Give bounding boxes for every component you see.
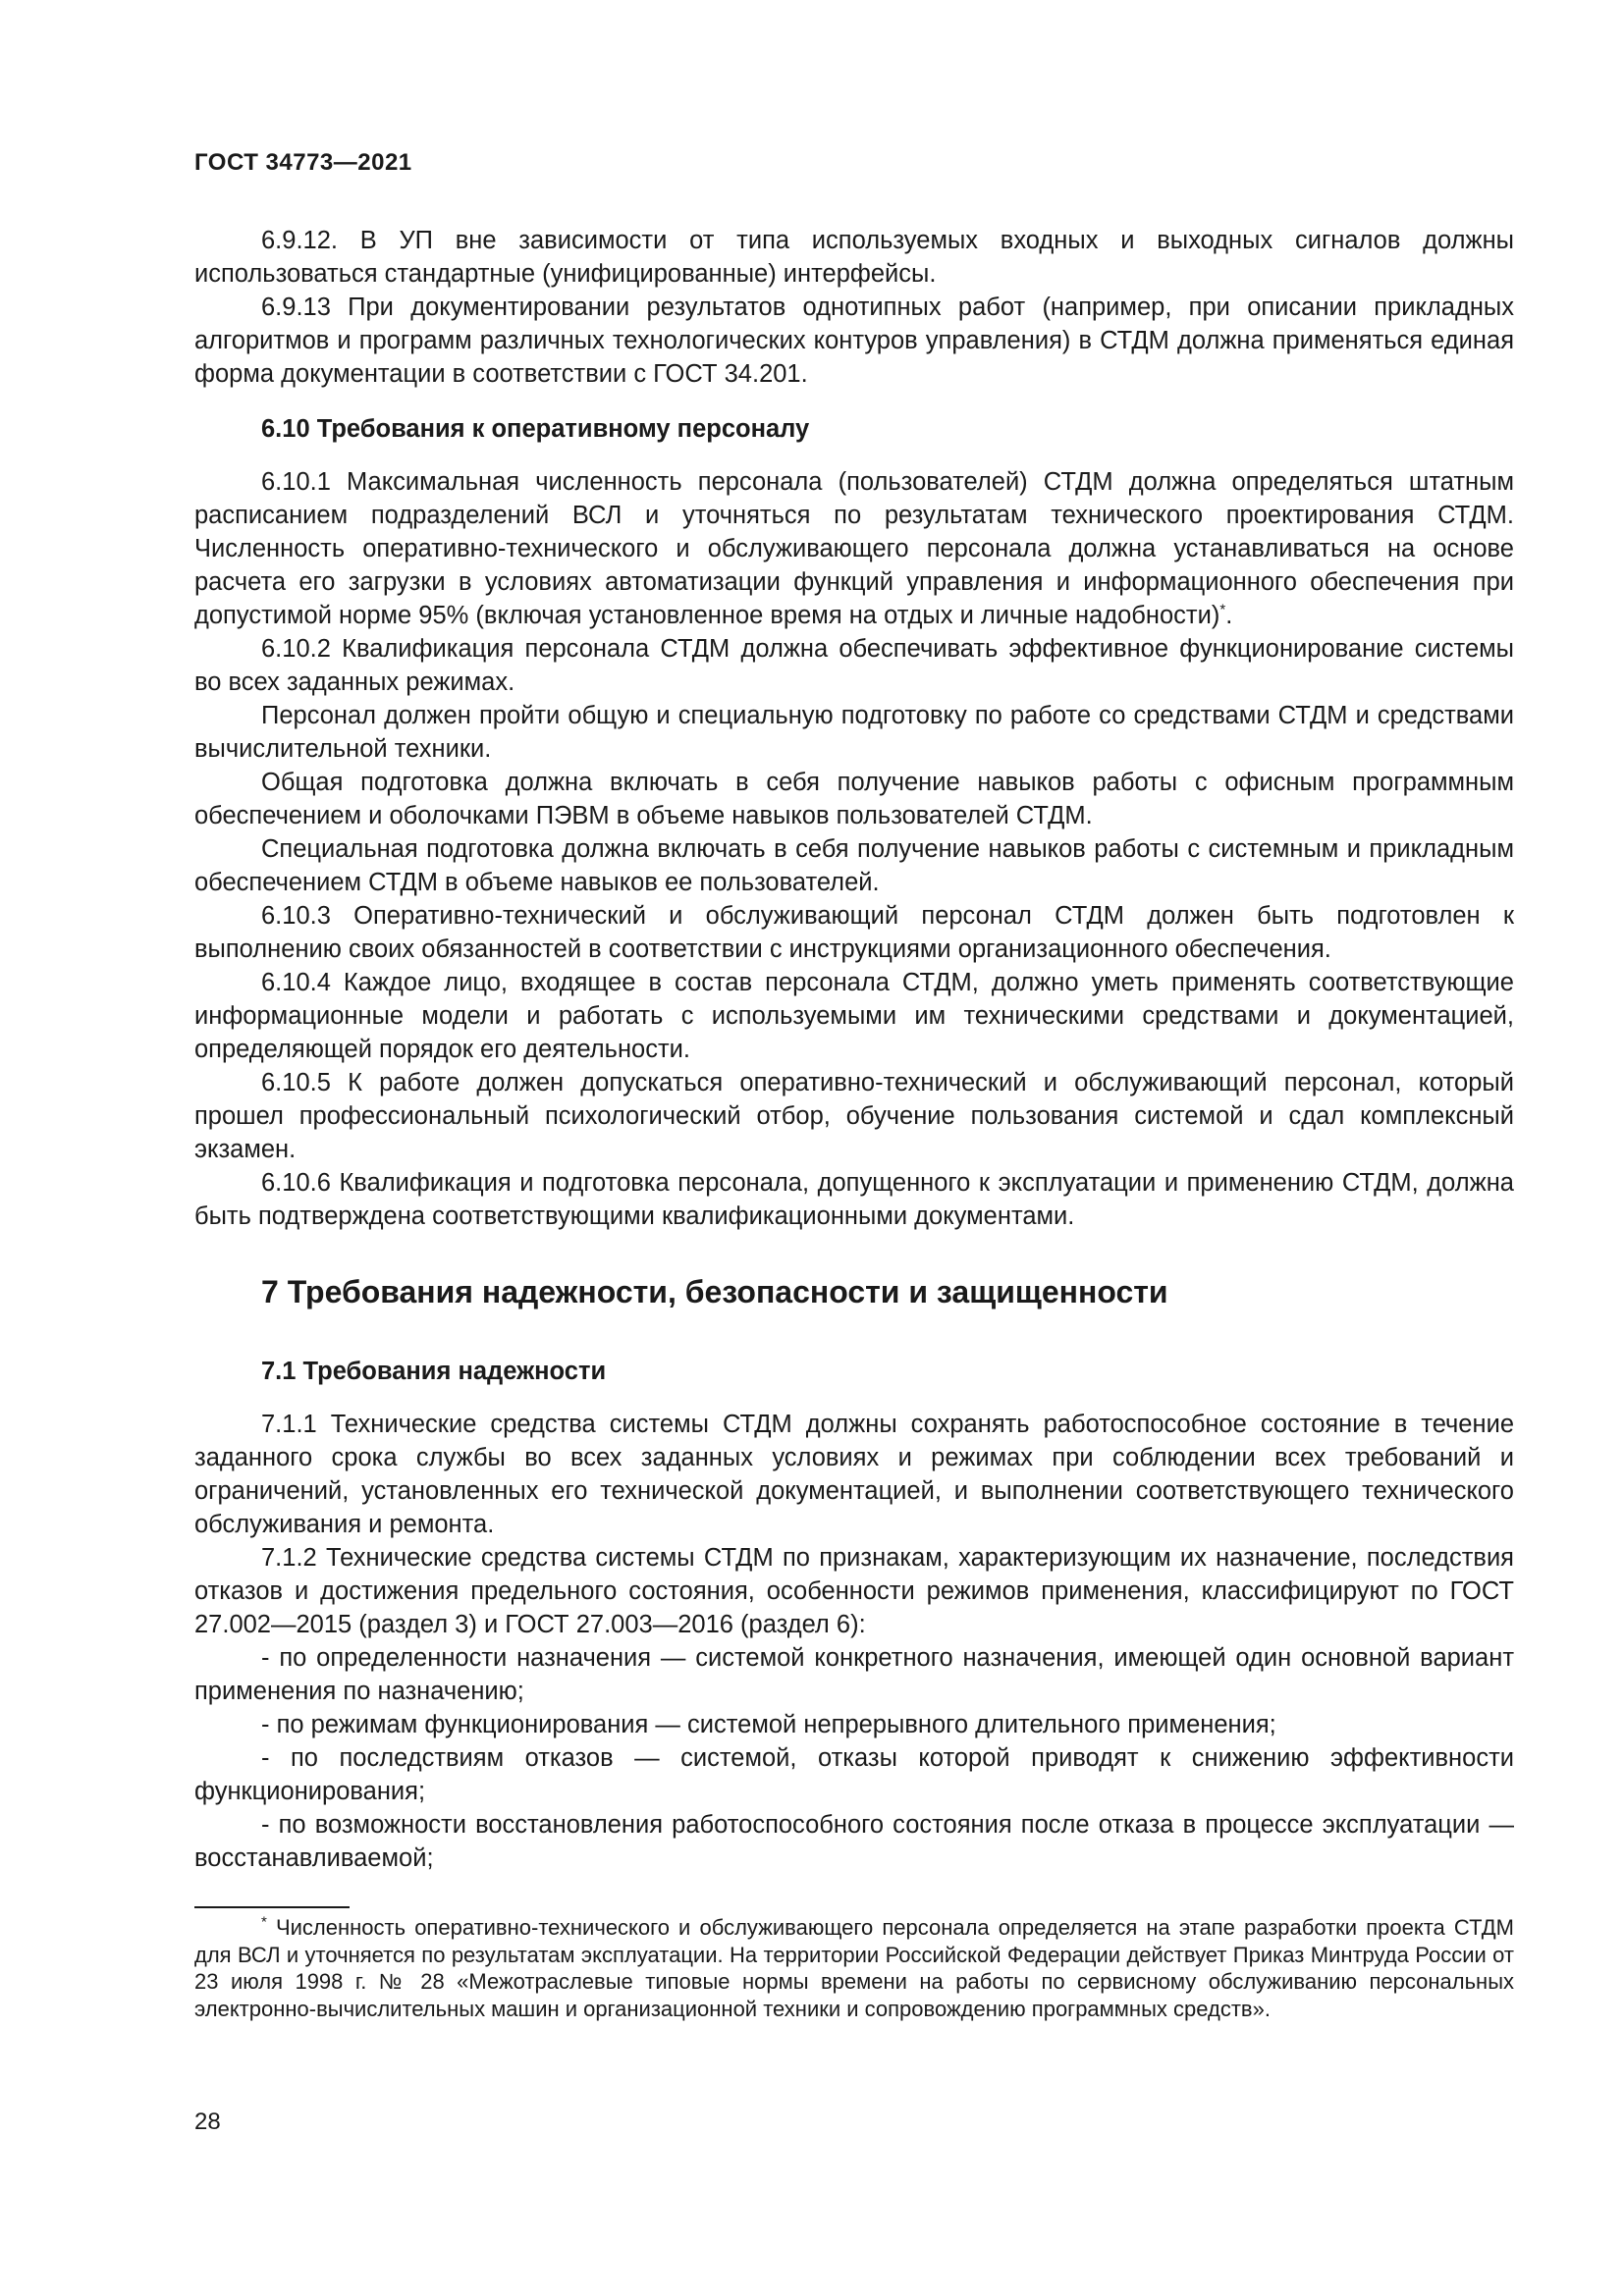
paragraph-training: Персонал должен пройти общую и специальную подготовку по работе со средствами СТДМ и средствами вычислительной техники.: [194, 702, 1514, 763]
footnote-paragraph: [194, 1914, 1514, 2022]
paragraph-7-1-2: 7.1.2 Технические средства системы СТДМ по признакам, характеризующим их назначение, последствия отказов и достижения предельного состояния, особенности режимов применения, классифицируют по ГОСТ 27.002—2015 (раздел 3) и ГОСТ 27.003—2016 (раздел 6):: [194, 1544, 1514, 1638]
paragraph-6-10-1-end: .: [1225, 602, 1233, 629]
paragraph-6-9-13: 6.9.13 При документировании результатов однотипных работ (например, при описании прикладных алгоритмов и программ различных технологических контуров управления) в СТДМ должна применяться единая форма документации в соответствии с ГОСТ 34.201.: [194, 294, 1514, 388]
footnote-divider: [194, 1906, 350, 1908]
document-body: [194, 224, 1514, 1875]
paragraph-6-10-5: 6.10.5 К работе должен допускаться оперативно-технический и обслуживающий персонал, который прошел профессиональный психологический отбор, обучение пользования системой и сдал комплексный экзамен.: [194, 1069, 1514, 1163]
footnote-text: Численность оперативно-технического и обслуживающего персонала определяется на этапе разработки проекта СТДМ для ВСЛ и уточняется по результатам эксплуатации. На территории Российской Федерации действует Приказ Минтруда России от 23 июля 1998 г. № 28 «Межотраслевые типовые нормы времени на работы по сервисному обслуживанию персональных электронно-вычислительных машин и организационной техники и сопровождению программных средств».: [194, 1915, 1514, 2021]
page-number: 28: [194, 2109, 221, 2135]
footnote-reference: *: [1219, 601, 1226, 618]
paragraph-general-training: Общая подготовка должна включать в себя получение навыков работы с офисным программным обеспечением и оболочками ПЭВМ в объеме навыков пользователей СТДМ.: [194, 769, 1514, 829]
paragraph-6-10-1-text: 6.10.1 Максимальная численность персонала (пользователей) СТДМ должна определяться штатным расписанием подразделений ВСЛ и уточняться по результатам технического проектирования СТДМ. Численность оперативно-технического и обслуживающего персонала должна устанавливаться на основе расчета его загрузки в условиях автоматизации функций управления и информационного обеспечения при допустимой норме 95% (включая установленное время на отдых и личные надобности): [194, 468, 1514, 629]
paragraph-6-10-1: [194, 465, 1514, 632]
heading-7-1: 7.1 Требования надежности: [261, 1358, 607, 1385]
footnote-mark: *: [261, 1913, 267, 1931]
heading-6-10: 6.10 Требования к оперативному персоналу: [261, 415, 810, 443]
list-item-modes: - по режимам функционирования — системой непрерывного длительного применения;: [261, 1711, 1276, 1738]
list-item-purpose: - по определенности назначения — системой конкретного назначения, имеющей один основной вариант применения по назначению;: [194, 1644, 1514, 1705]
footnote: [194, 1914, 1514, 2022]
paragraph-6-10-2: 6.10.2 Квалификация персонала СТДМ должна обеспечивать эффективное функционирование системы во всех заданных режимах.: [194, 635, 1514, 696]
paragraph-6-9-12: 6.9.12. В УП вне зависимости от типа используемых входных и выходных сигналов должны использоваться стандартные (унифицированные) интерфейсы.: [194, 227, 1514, 288]
paragraph-6-10-3: 6.10.3 Оперативно-технический и обслуживающий персонал СТДМ должен быть подготовлен к выполнению своих обязанностей в соответствии с инструкциями организационного обеспечения.: [194, 902, 1514, 963]
document-header: ГОСТ 34773—2021: [194, 149, 412, 176]
paragraph-7-1-1: 7.1.1 Технические средства системы СТДМ должны сохранять работоспособное состояние в течение заданного срока службы во всех заданных условиях и режимах при соблюдении всех требований и ограничений, установленных его технической документацией, и выполнении соответствующего технического обслуживания и ремонта.: [194, 1411, 1514, 1538]
list-item-failures: - по последствиям отказов — системой, отказы которой приводят к снижению эффективности функционирования;: [194, 1744, 1514, 1805]
heading-7: 7 Требования надежности, безопасности и защищенности: [261, 1274, 1168, 1309]
paragraph-6-10-6: 6.10.6 Квалификация и подготовка персонала, допущенного к эксплуатации и применению СТДМ, должна быть подтверждена соответствующими квалификационными документами.: [194, 1169, 1514, 1230]
paragraph-6-10-4: 6.10.4 Каждое лицо, входящее в состав персонала СТДМ, должно уметь применять соответствующие информационные модели и работать с используемыми им техническими средствами и документацией, определяющей порядок его деятельности.: [194, 969, 1514, 1063]
list-item-recovery: - по возможности восстановления работоспособного состояния после отказа в процессе эксплуатации — восстанавливаемой;: [194, 1811, 1514, 1872]
paragraph-special-training: Специальная подготовка должна включать в себя получение навыков работы с системным и прикладным обеспечением СТДМ в объеме навыков ее пользователей.: [194, 835, 1514, 896]
